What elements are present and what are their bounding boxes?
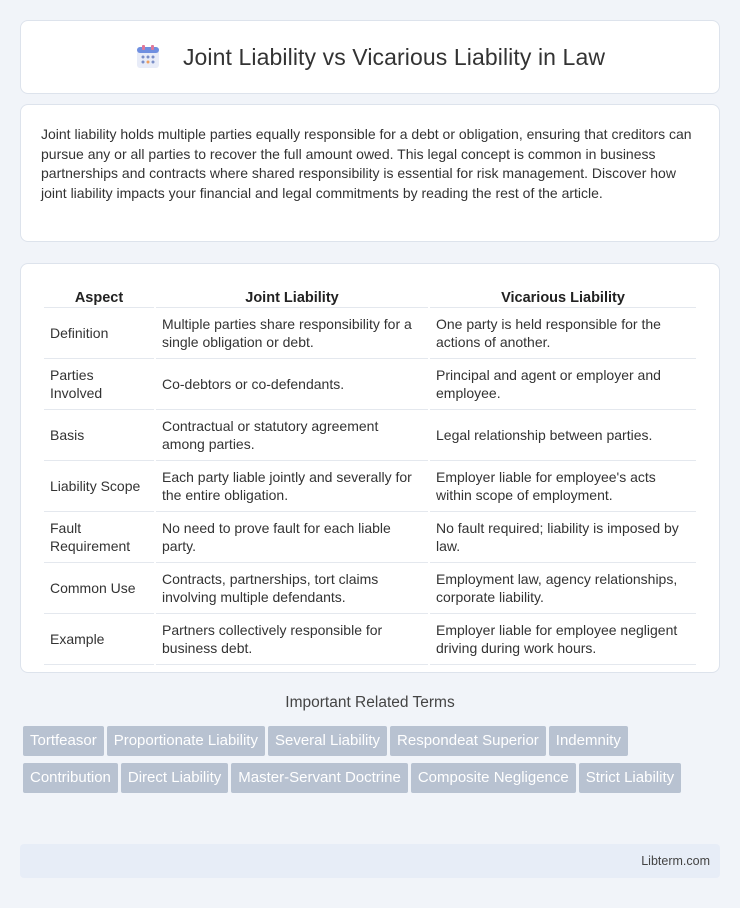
term-tag[interactable]: Direct Liability [121,763,228,793]
joint-cell: Each party liable jointly and severally for the entire obligation. [156,461,428,512]
footer [20,844,720,878]
term-tag[interactable]: Respondeat Superior [390,726,546,756]
table-row [44,563,696,614]
header-vicarious-liability: Vicarious Liability [430,284,696,308]
intro-card [20,104,720,242]
aspect-cell: Example [44,614,154,665]
vicarious-cell: Legal relationship between parties. [430,410,696,461]
vicarious-cell: Principal and agent or employer and employee. [430,359,696,410]
table-row [44,308,696,359]
term-tag[interactable]: Tortfeasor [23,726,104,756]
vicarious-cell: One party is held responsible for the actions of another. [430,308,696,359]
table-row [44,359,696,410]
table-row [44,461,696,512]
aspect-cell: Common Use [44,563,154,614]
joint-cell: Multiple parties share responsibility for a single obligation or debt. [156,308,428,359]
footer-site-name[interactable]: Libterm.com [641,854,710,868]
joint-cell: Contractual or statutory agreement among parties. [156,410,428,461]
intro-text: Joint liability holds multiple parties equally responsible for a debt or obligation, ensuring that creditors can pursue any or all parties to recover the full amount owed. This legal concept is common in business partnerships and contracts where shared responsibility is essential for risk management. Discover how joint liability impacts your financial and legal commitments by reading the rest of the article. [41,126,692,201]
term-tag[interactable]: Indemnity [549,726,628,756]
term-tag[interactable]: Contribution [23,763,118,793]
calendar-icon [135,44,161,70]
term-tag[interactable]: Strict Liability [579,763,681,793]
vicarious-cell: No fault required; liability is imposed by law. [430,512,696,563]
header-aspect: Aspect [44,284,154,308]
table-row [44,614,696,665]
aspect-cell: Parties Involved [44,359,154,410]
vicarious-cell: Employment law, agency relationships, corporate liability. [430,563,696,614]
term-tag[interactable]: Composite Negligence [411,763,576,793]
header-joint-liability: Joint Liability [156,284,428,308]
related-terms-list [23,726,723,800]
joint-cell: Contracts, partnerships, tort claims involving multiple defendants. [156,563,428,614]
table-header-row [44,284,696,308]
vicarious-cell: Employer liable for employee's acts within scope of employment. [430,461,696,512]
term-tag[interactable]: Proportionate Liability [107,726,265,756]
comparison-table-card [20,263,720,673]
aspect-cell: Fault Requirement [44,512,154,563]
aspect-cell: Definition [44,308,154,359]
term-tag[interactable]: Several Liability [268,726,387,756]
term-tag[interactable]: Master-Servant Doctrine [231,763,408,793]
table-row [44,512,696,563]
header-card [20,20,720,94]
related-terms-title: Important Related Terms [285,694,455,711]
table-row [44,410,696,461]
comparison-table [42,284,698,665]
joint-cell: Partners collectively responsible for business debt. [156,614,428,665]
aspect-cell: Basis [44,410,154,461]
joint-cell: Co-debtors or co-defendants. [156,359,428,410]
aspect-cell: Liability Scope [44,461,154,512]
page-title: Joint Liability vs Vicarious Liability in Law [182,43,606,70]
joint-cell: No need to prove fault for each liable party. [156,512,428,563]
vicarious-cell: Employer liable for employee negligent driving during work hours. [430,614,696,665]
